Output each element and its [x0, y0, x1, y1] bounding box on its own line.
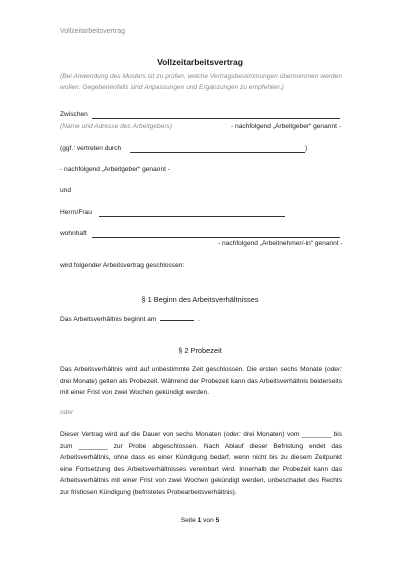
represented-by-close: ): [305, 145, 308, 152]
p1-part-a: Das Arbeitsverhältnis wird auf unbestimmte Zeit geschlossen. Die ersten sechs Monate (: [60, 366, 327, 373]
section-2-paragraph-2: [60, 429, 342, 498]
usage-note: (Bei Anwendung des Musters ist zu prüfen, welche Vertragsbestimmungen übernommen werden wollen. Gegebenenfalls sind Anpassungen und Ergänzungen zu empfehlen.): [60, 73, 342, 91]
herr-frau-label: Herrn/Frau: [60, 209, 92, 216]
section-1-text-before: Das Arbeitsverhältnis beginnt am: [60, 316, 157, 323]
employer-reference: - nachfolgend „Arbeitgeber“ genannt -: [231, 123, 341, 130]
p2-oder: oder:: [225, 431, 241, 438]
section-1-text: [60, 316, 200, 323]
p2-part-a: Dieser Vertrag wird auf die Dauer von sechs Monaten (: [60, 431, 226, 438]
employee-name-line: [99, 216, 285, 217]
represented-by-label: (ggf.: vertreten durch: [60, 145, 122, 152]
und-label: und: [60, 187, 72, 194]
employee-reference: - nachfolgend „Arbeitnehmer/-in“ genannt -: [218, 240, 343, 247]
start-date-line: [160, 320, 194, 321]
section-2-heading: § 2 Probezeit: [178, 346, 222, 355]
p1-oder: oder:: [326, 366, 342, 373]
section-1-heading: § 1 Beginn des Arbeitsverhältnisses: [141, 295, 259, 304]
section-1-text-after: .: [198, 316, 200, 323]
page-footer: [0, 517, 400, 524]
section-2-paragraph-1: [60, 364, 342, 399]
p1-part-b: drei Monate) gelten als Probezeit. Während der Probezeit kann das Arbeitsverhältnis beiderseits mit einer Frist von zwei Wochen gekündigt werden.: [60, 377, 342, 396]
represented-by-line: [130, 152, 305, 153]
employer-reference-2: - nachfolgend „Arbeitgeber“ genannt -: [60, 166, 170, 173]
document-title: Vollzeitarbeitsvertrag: [157, 57, 243, 67]
p2-part-b: drei Monaten) vom ________ bis zum ________ zur Probe abgeschlossen. Nach Ablauf dieser Befristung endet das Arbeitsverhältnis, ohne dass es einer Kündigung bedarf, wenn nicht bis zu diesem Zeitpunkt eine Fortsetzung des Arbeitsverhältnisses vereinbart wird. Innerhalb der Probezeit kann das Arbeitsverhältnis mit einer Frist von zwei Wochen gekündigt werden, unbeschadet des Rechts zur fristlosen Kündigung (befristetes Probearbeitsverhältnis).: [60, 431, 343, 496]
contract-concluded-text: wird folgender Arbeitsvertrag geschlossen:: [60, 262, 185, 269]
running-header: Vollzeitarbeitsvertrag: [60, 28, 125, 35]
oder-separator: oder: [60, 409, 74, 416]
zwischen-label: Zwischen: [60, 111, 88, 118]
wohnhaft-label: wohnhaft: [60, 230, 87, 237]
footer-page-total: 5: [215, 517, 220, 524]
employer-name-line: [92, 118, 340, 119]
employer-hint: (Name und Adresse des Arbeitgebers): [60, 123, 173, 130]
footer-page-number: 1: [197, 517, 202, 524]
footer-von: von: [203, 517, 214, 524]
employee-address-line: [92, 237, 340, 238]
footer-seite: Seite: [180, 517, 196, 524]
